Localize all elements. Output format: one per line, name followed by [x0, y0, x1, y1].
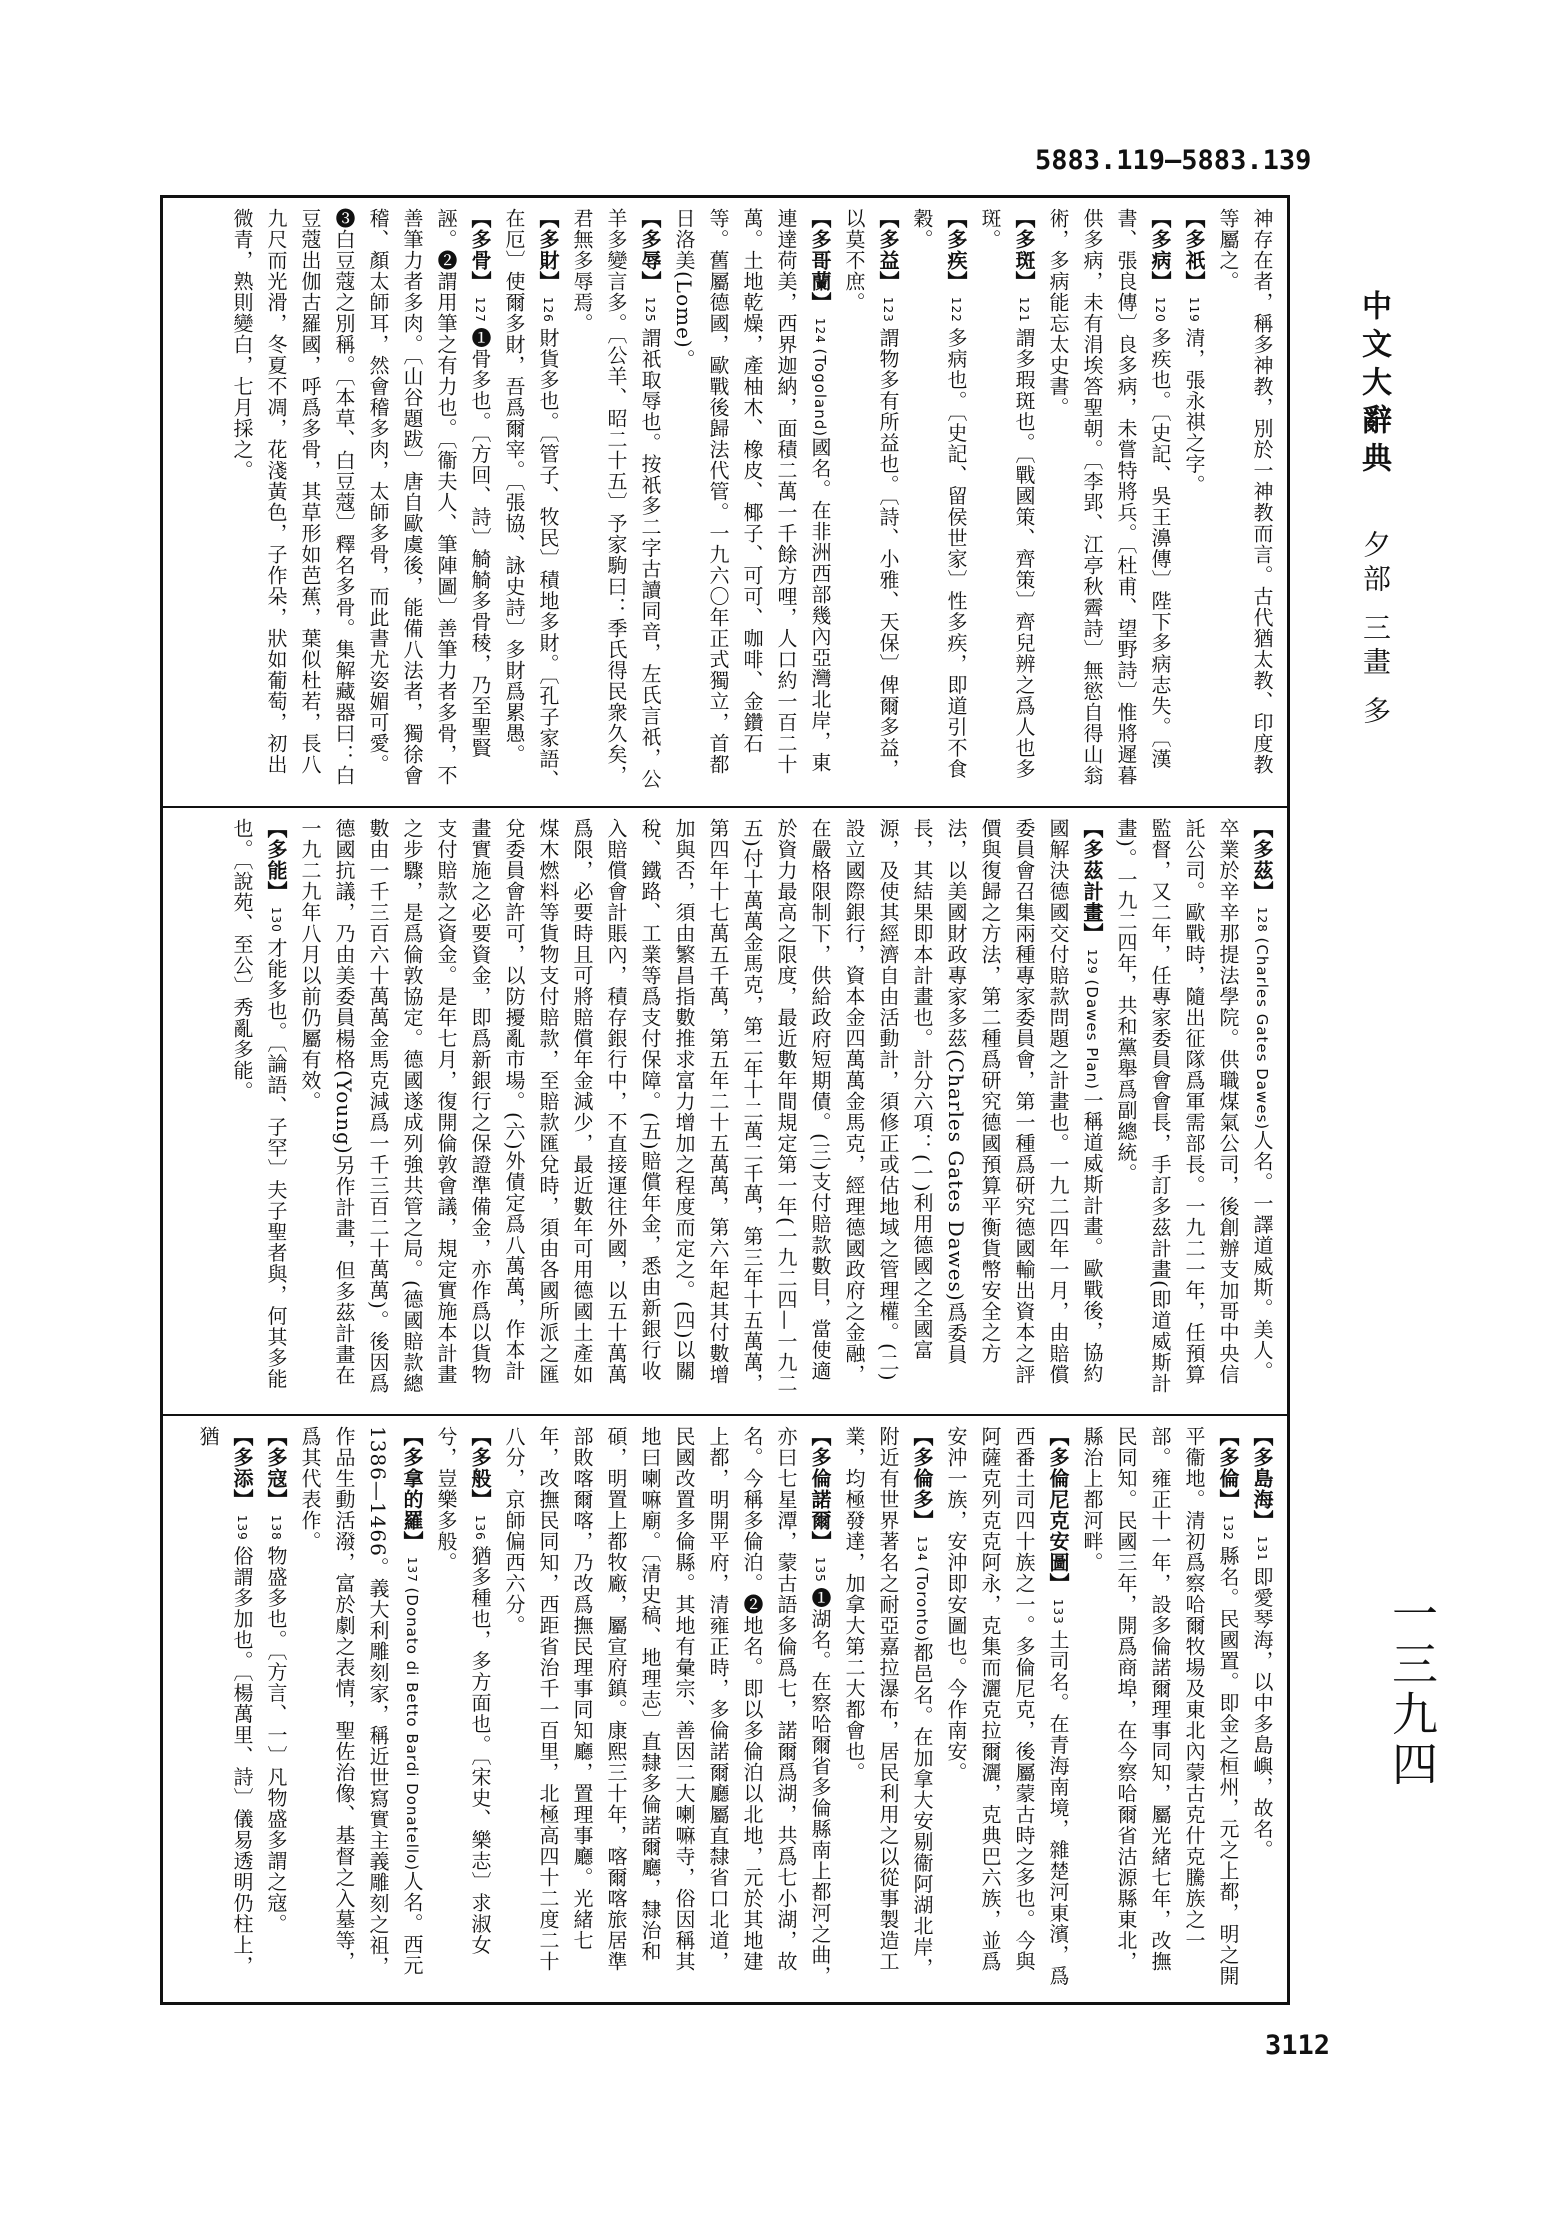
entry-foreign-name: (Dawes Plan): [1083, 979, 1101, 1090]
entry-number: 129: [1085, 944, 1099, 980]
dictionary-entry: [837, 1426, 939, 1992]
entry-definition: 才能多也。〔論語、子罕〕夫子聖者與，何其多能也。〔說苑、至公〕秀亂多能。: [230, 818, 288, 1390]
dictionary-entry: [905, 208, 973, 794]
entry-definition: 都邑名。在加拿大安剔衞阿湖北岸，附近有世界著名之耐亞嘉拉瀑布，居民利用之以從事製造工業，均極發達，加拿大第二大都會也。: [842, 1426, 934, 1979]
entry-number: 139: [235, 1510, 249, 1546]
entry-number: 135: [813, 1552, 827, 1588]
entry-definition: 縣名。民國置。即金之桓州，元之上都，明之開平衞地。清初爲察哈爾牧場及東北內蒙古克什克騰族之一部。雍正十一年，設多倫諾爾理事同知，屬光緒七年，改撫民同知。民國三年，開爲商埠，在今察哈爾省沽源縣東北，縣治上都河畔。: [1080, 1426, 1240, 1987]
dictionary-entry: [293, 818, 1109, 1402]
entry-definition: 神存在者，稱多神教，別於一神教而言。古代猶太教、印度教等屬之。: [1216, 208, 1274, 775]
entry-headword: 【 多添 】: [230, 1426, 254, 1510]
entry-foreign-name: (Togoland): [811, 348, 829, 438]
entry-number: 121: [1017, 292, 1031, 328]
entry-number: 137: [405, 1552, 419, 1588]
entry-definition: 多疾也。〔史記、吳王濞傳〕陛下多病志失。〔漢書、張良傳〕良多病，未嘗特將兵。〔杜甫、望野詩〕惟將遲暮供多病，未有涓埃答聖朝。〔李郢、江亭秋霽詩〕無慾自得山翁術，多病能忘太史書。: [1046, 208, 1172, 786]
text-band-top: [163, 198, 1287, 804]
entry-headword: 【 多島海 】: [1250, 1426, 1274, 1531]
entry-number: 138: [269, 1510, 283, 1546]
entry-number: 133: [1051, 1594, 1065, 1630]
dictionary-entry: [191, 1426, 259, 1992]
entry-foreign-name: (Charles Gates Dawes): [1253, 937, 1271, 1131]
entry-headword: 【 多益 】: [876, 208, 900, 292]
entry-definition: 國名。在非洲西部幾內亞灣北岸，東連達荷美，西界迦納，面積二萬一千餘方哩，人口約一百二十萬。土地乾燥，產柚木、橡皮、椰子、可可、咖啡、金鑽石等。舊屬德國，歐戰後歸法代管。一九六〇年正式獨立，首都日洛美(Lome)。: [672, 208, 832, 775]
entry-number: 124: [813, 313, 827, 349]
dictionary-entry: [667, 208, 837, 794]
radical-section-label: 夕部 三畫 多: [1359, 530, 1392, 730]
entry-definition: 猶多種也，多方面也。〔宋史、樂志〕求淑女兮，豈樂多般。: [434, 1426, 492, 1956]
entry-definition: 謂物多有所益也。〔詩、小雅、天保〕俾爾多益，以莫不庶。: [842, 208, 900, 780]
entry-number: 123: [881, 292, 895, 328]
entry-number: 131: [1255, 1531, 1269, 1567]
entry-number: 122: [949, 292, 963, 328]
entry-number: 132: [1221, 1510, 1235, 1546]
entry-definition: ❶骨多也。〔方回、詩〕觭觭多骨稜，乃至聖賢誣。❷謂用筆之有力也。〔衞夫人、筆陣圖〕善筆力者多骨，不善筆力者多肉。〔山谷題跋〕唐自歐虞後，能備八法者，獨徐會稽、顏太師耳，然會稽多肉，太師多骨，而此書尤姿媚可愛。❸白豆蔻之別稱。〔本草、白豆蔻〕釋名多骨。集解藏器曰：白豆蔻出伽古羅國，呼爲多骨，其草形如芭蕉，葉似杜若，長八九尺而光滑，冬夏不凋，花淺黃色，子作朵，狀如葡萄，初出微青，熟則變白，七月採之。: [230, 208, 492, 786]
dictionary-entry: [837, 208, 905, 794]
entry-number: 120: [1153, 292, 1167, 328]
entry-number: 126: [541, 292, 555, 328]
entry-definition: 土司名。在青海南境，雜楚河東濱，爲西番土司四十族之一。多倫尼克，後屬蒙古時之多也。今與阿薩克列克克阿永，克集而灑克拉爾灑，克典巴六族，並爲安沖一族，安沖即安圖也。今作南安。: [944, 1426, 1070, 1987]
entry-headword: 【 多能 】: [264, 818, 288, 902]
entry-number: 136: [473, 1510, 487, 1546]
dictionary-entry: [1245, 1426, 1279, 1992]
dictionary-entry: [973, 208, 1041, 794]
entry-definition: 謂多瑕斑也。〔戰國策、齊策〕齊兒辨之爲人也多斑。: [978, 208, 1036, 780]
dictionary-entry: [565, 208, 667, 794]
dictionary-entry: [293, 1426, 429, 1992]
dictionary-entry: [225, 208, 497, 794]
entry-headword: 【 多斑 】: [1012, 208, 1036, 292]
page-number: 3112: [1265, 2030, 1331, 2061]
dictionary-entry: [1177, 208, 1211, 794]
dictionary-entry: [1211, 208, 1279, 794]
entry-headword: 【 多寇 】: [264, 1426, 288, 1510]
entry-definition: 清，張永祺之字。: [1182, 327, 1206, 496]
entry-definition: ❶湖名。在察哈爾省多倫縣南上都河之曲，亦曰七星潭，蒙古語多倫爲七，諾爾爲湖，共爲七小湖，故名。今稱多倫泊。❷地名。即以多倫泊以北地，元於其地建上都，明開平府，清雍正時，多倫諾爾廳屬直隸省口北道，民國改置多倫縣。其地有彙宗、善因二大喇嘛寺，俗因稱其地曰喇嘛廟。〔清史稿、地理志〕直隸多倫諾爾廳，隸治和碩，明置上都牧廠，屬宣府鎮。康熙三十年，喀爾喀旅居準部敗喀爾喀，乃改爲撫民理事同知廳，置理事廳。光緒七年，改撫民同知，西距省治千一百里，北極高四十二度二十八分，京師偏西六分。: [502, 1426, 832, 1987]
entry-headword: 【 多辱 】: [638, 208, 662, 292]
entry-headword: 【 多倫 】: [1216, 1426, 1240, 1510]
entry-definition: 人名。西元1386—1466。義大利雕刻家，稱近世寫實主義雕刻之祖，作品生動活潑，富於劇之表情，聖佐治像、基督之入墓等，爲其代表作。: [298, 1426, 424, 1977]
dictionary-title: 中文大辭典: [1356, 290, 1391, 480]
entry-headword: 【 多茲計畫 】: [1080, 818, 1104, 944]
dictionary-entry: [259, 1426, 293, 1992]
entry-number: 119: [1187, 292, 1201, 328]
page-range-header: 5883.119—5883.139: [1035, 145, 1312, 176]
entry-definition: 謂祇取辱也。按祇多二字古讀同音，左氏言祇，公羊多變言多。〔公羊、昭二十五〕予家駒曰：季氏得民衆久矣，君無多辱焉。: [570, 208, 662, 790]
dictionary-entry: [1109, 818, 1279, 1402]
dictionary-entry: [939, 1426, 1075, 1992]
entry-headword: 【 多哥蘭 】: [808, 208, 832, 313]
entry-foreign-name: (Toronto): [913, 1566, 931, 1643]
entry-number: 125: [643, 292, 657, 328]
entry-headword: 【 多倫諾爾 】: [808, 1426, 832, 1552]
entry-definition: 人名。一譯道威斯。美人。卒業於辛辛那提法學院。供職煤氣公司，後創辦支加哥中央信託公司。歐戰時，隨出征隊爲軍需部長。一九二一年，任預算監督，又二年，任專家委員會會長，手訂多茲計畫(即道威斯計畫)。一九二四年，共和黨舉爲副總統。: [1114, 818, 1274, 1394]
text-band-middle: [163, 806, 1287, 1412]
entry-headword: 【 多拿的羅 】: [400, 1426, 424, 1552]
entry-number: 130: [269, 902, 283, 938]
entry-definition: 多病也。〔史記、留侯世家〕性多疾，即道引不食穀。: [910, 208, 968, 780]
entry-definition: 物盛多也。〔方言、一〕凡物盛多謂之寇。: [264, 1545, 288, 1935]
dictionary-entry: [497, 1426, 837, 1992]
entry-number: 134: [915, 1531, 929, 1567]
entry-headword: 【 多骨 】: [468, 208, 492, 292]
entry-definition: 俗謂多加也。〔楊萬里、詩〕儀易透明仍柱上，猶: [196, 1426, 254, 1977]
dictionary-entry: [429, 1426, 497, 1992]
dictionary-entry: [1075, 1426, 1245, 1992]
entry-number: 127: [473, 292, 487, 328]
entry-headword: 【 多祇 】: [1182, 208, 1206, 292]
entry-number: 128: [1255, 902, 1269, 938]
entry-definition: 一稱道威斯計畫。歐戰後，協約國解決德國交付賠款問題之計畫也。一九二四年一月，由賠償委員會召集兩種專家委員會，第一種爲研究德國輸出資本之評價與復歸之方法，第二種爲研究德國預算平衡貨幣安全之方法，以美國財政專家多茲(Charles Gates Dawes)爲委員長，其結果即本計畫也。計分六項：(一)利用德國之全國富源，及使其經濟自由活動計，須修正或估地域之管理權。(二)設立國際銀行，資本金四萬萬金馬克，經理德國政府之金融，在嚴格限制下，供給政府短期債。(三)支付賠款數目，當使適於資力最高之限度，最近數年間規定第一年(一九二四—一九二五)付十萬萬金馬克，第二年十二萬二千萬，第三年十五萬萬，第四年十七萬五千萬，第五年二十五萬萬，第六年起其付數增加與否，須由繁昌指數推求富力增加之程度而定之。(四)以關稅、鐵路、工業等爲支付保障。(五)賠償年金，悉由新銀行收入賠償會計賬內，積存銀行中，不直接運往外國，以五十萬萬爲限，必要時且可將賠償年金減少，最近數年可用德國土產如煤木燃料等貨物支付賠款，至賠款匯兌時，須由各國所派之匯兌委員會許可，以防擾亂市場。(六)外債定爲八萬萬，作本計畫實施之必要資金，即爲新銀行之保證準備金，亦作爲以貨物支付賠款之資金。是年七月，復開倫敦會議，規定實施本計畫之步驟，是爲倫敦協定。德國遂成列強共管之局。(德國賠款總數由一千三百六十萬萬金馬克減爲一千三百二十萬萬)。後因爲德國抗議，乃由美委員楊格(Young)另作計畫，但多茲計畫在一九二九年八月以前仍屬有效。: [298, 818, 1104, 1394]
entry-headword: 【 多疾 】: [944, 208, 968, 292]
dictionary-entry: [225, 818, 293, 1402]
entry-headword: 【 多般 】: [468, 1426, 492, 1510]
page-number-chinese: 一三九四: [1385, 1590, 1439, 1790]
entry-foreign-name: (Donato di Betto Bardi Donatello): [403, 1587, 421, 1872]
entry-headword: 【 多財 】: [536, 208, 560, 292]
entry-headword: 【 多茲 】: [1250, 818, 1274, 902]
entry-headword: 【 多倫多 】: [910, 1426, 934, 1531]
entry-definition: 即愛琴海，以中多島嶼，故名。: [1250, 1566, 1274, 1861]
entry-headword: 【 多倫尼克安圖 】: [1046, 1426, 1070, 1594]
text-band-bottom: [163, 1414, 1287, 2002]
entry-definition: 財貨多也。〔管子、牧民〕積地多財。〔孔子家語、在厄〕使爾多財，吾爲爾宰。〔張協、詠史詩〕多財爲累愚。: [502, 208, 560, 791]
dictionary-entry: [497, 208, 565, 794]
entry-headword: 【 多病 】: [1148, 208, 1172, 292]
dictionary-entry: [1041, 208, 1177, 794]
